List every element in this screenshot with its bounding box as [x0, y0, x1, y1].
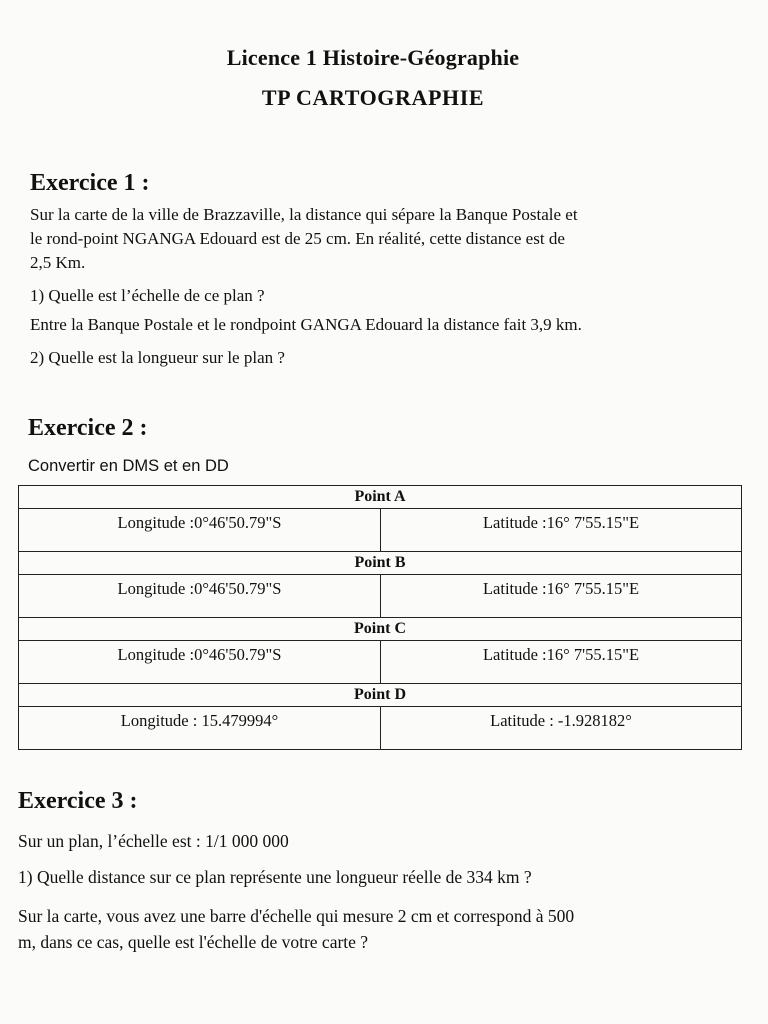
- table-row: [19, 641, 742, 684]
- exercise-3-title: Exercice 3 :: [18, 788, 138, 814]
- table-row: [19, 509, 742, 552]
- course-title: Licence 1 Histoire-Géographie: [226, 45, 520, 70]
- exercise-2-instruction: Convertir en DMS et en DD: [28, 457, 229, 475]
- latitude-cell: Latitude :16° 7'55.15"E: [381, 575, 742, 618]
- exercise-1-title: Exercice 1 :: [30, 170, 150, 196]
- table-row: [19, 575, 742, 618]
- longitude-cell: Longitude :0°46'50.79"S: [19, 575, 381, 618]
- table-row: [19, 707, 742, 750]
- point-name: Point A: [19, 486, 742, 509]
- exercise-3-question-2: [18, 903, 758, 955]
- exercise-1-intro-line: le rond-point NGANGA Edouard est de 25 cm. En réalité, cette distance est de: [30, 229, 565, 248]
- latitude-cell: Latitude : -1.928182°: [381, 707, 742, 750]
- exercise-1-intro-line: Sur la carte de la ville de Brazzaville, la distance qui sépare la Banque Postale et: [30, 205, 578, 224]
- point-name: Point D: [19, 684, 742, 707]
- point-name: Point C: [19, 618, 742, 641]
- exercise-3-scale: Sur un plan, l’échelle est : 1/1 000 000: [18, 831, 289, 851]
- document-title: TP CARTOGRAPHIE: [261, 85, 485, 110]
- exercise-3-question-2-line: m, dans ce cas, quelle est l'échelle de votre carte ?: [18, 932, 369, 952]
- exercise-1-question-1: 1) Quelle est l’échelle de ce plan ?: [30, 286, 265, 305]
- longitude-cell: Longitude :0°46'50.79"S: [19, 641, 381, 684]
- exercise-1-intro: [30, 203, 730, 275]
- exercise-1-question-2: 2) Quelle est la longueur sur le plan ?: [30, 348, 285, 367]
- exercise-1-intro-line: 2,5 Km.: [30, 253, 86, 272]
- point-name: Point B: [19, 552, 742, 575]
- exercise-2-title: Exercice 2 :: [28, 415, 148, 441]
- latitude-cell: Latitude :16° 7'55.15"E: [381, 641, 742, 684]
- longitude-cell: Longitude : 15.479994°: [19, 707, 381, 750]
- table-row: [19, 552, 742, 575]
- table-row: [19, 618, 742, 641]
- exercise-3-question-2-line: Sur la carte, vous avez une barre d'échelle qui mesure 2 cm et correspond à 500: [18, 906, 575, 926]
- table-row: [19, 684, 742, 707]
- exercise-1-statement: Entre la Banque Postale et le rondpoint GANGA Edouard la distance fait 3,9 km.: [30, 315, 582, 334]
- table-row: [19, 486, 742, 509]
- longitude-cell: Longitude :0°46'50.79"S: [19, 509, 381, 552]
- latitude-cell: Latitude :16° 7'55.15"E: [381, 509, 742, 552]
- exercise-3-question-1: 1) Quelle distance sur ce plan représente une longueur réelle de 334 km ?: [18, 867, 532, 887]
- coordinates-table: [18, 485, 742, 750]
